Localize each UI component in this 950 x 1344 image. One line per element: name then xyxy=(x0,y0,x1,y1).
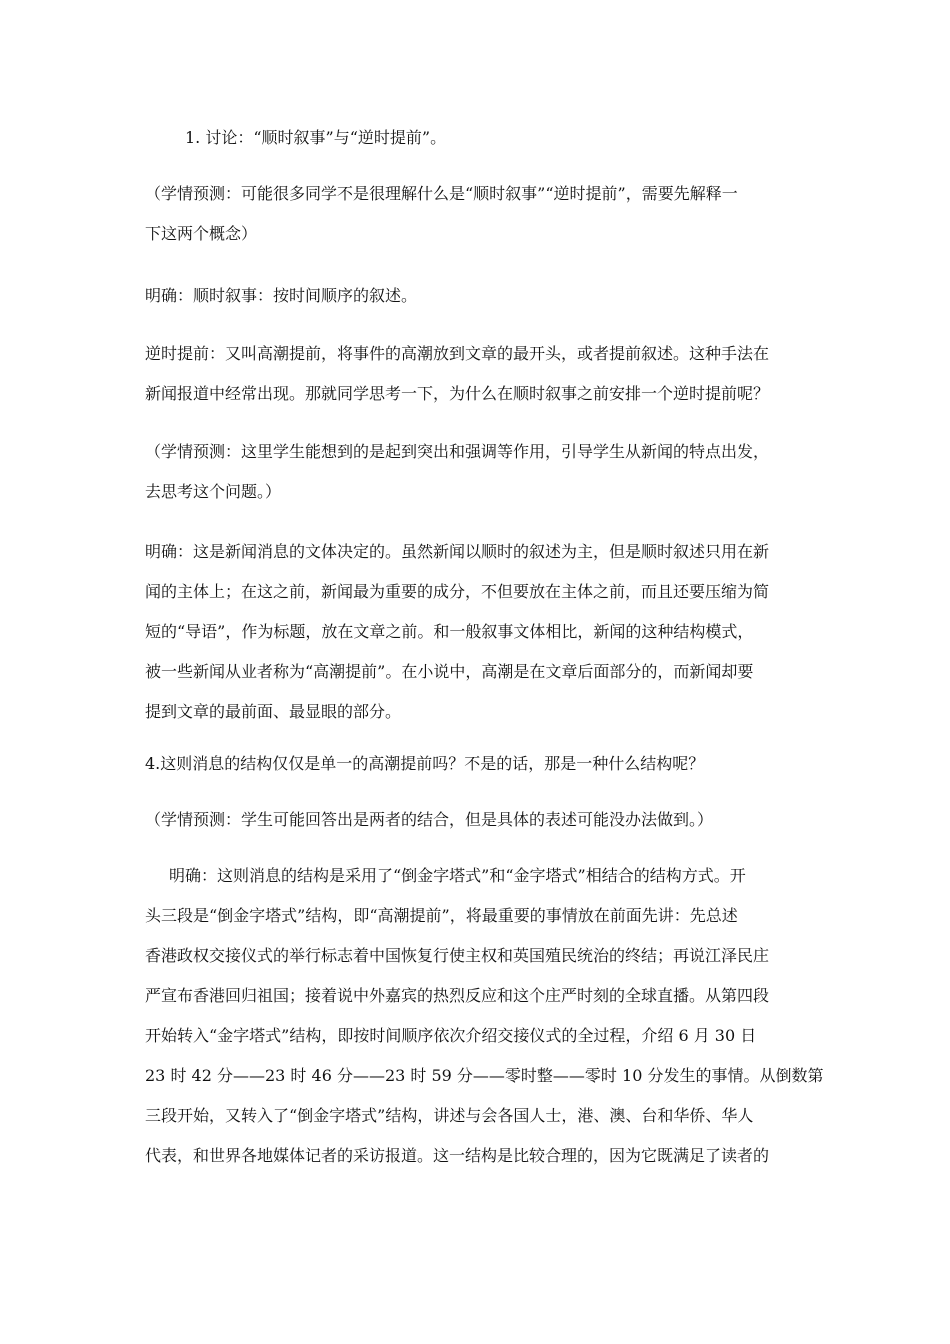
explanation-paragraph-2 xyxy=(145,856,824,1176)
text-line: 代表，和世界各地媒体记者的采访报道。这一结构是比较合理的，因为它既满足了读者的 xyxy=(145,1146,770,1165)
question-4 xyxy=(145,744,805,784)
text-line: 头三段是“倒金字塔式”结构，即“高潮提前”，将最重要的事情放在前面先讲：先总述 xyxy=(145,906,738,925)
text-line: 闻的主体上；在这之前，新闻最为重要的成分，不但要放在主体之前，而且还要压缩为简 xyxy=(145,582,770,601)
definition-paragraph-1 xyxy=(145,276,805,316)
definition-paragraph-2 xyxy=(145,334,805,414)
text-line: 明确：顺时叙事：按时间顺序的叙述。 xyxy=(145,286,418,305)
text-line: （学情预测：学生可能回答出是两者的结合，但是具体的表述可能没办法做到。） xyxy=(145,810,714,829)
text-line: 4.这则消息的结构仅仅是单一的高潮提前吗？不是的话，那是一种什么结构呢？ xyxy=(145,754,705,773)
text-line: 被一些新闻从业者称为“高潮提前”。在小说中，高潮是在文章后面部分的，而新闻却要 xyxy=(145,662,754,681)
text-line: 三段开始，又转入了“倒金字塔式”结构，讲述与会各国人士，港、澳、台和华侨、华人 xyxy=(145,1106,754,1125)
text-line: 严宣布香港回归祖国；接着说中外嘉宾的热烈反应和这个庄严时刻的全球直播。从第四段 xyxy=(145,986,770,1005)
text-line: （学情预测：这里学生能想到的是起到突出和强调等作用，引导学生从新闻的特点出发， xyxy=(145,442,770,461)
text-line: 提到文章的最前面、最显眼的部分。 xyxy=(145,702,402,721)
text-line: 去思考这个问题。） xyxy=(145,482,282,501)
prediction-note-2 xyxy=(145,432,805,512)
discussion-heading xyxy=(185,118,845,158)
text-line: 开始转入“金字塔式”结构，即按时间顺序依次介绍交接仪式的全过程，介绍 6 月 30 日 xyxy=(145,1026,757,1045)
prediction-note-3 xyxy=(145,800,805,840)
text-line: 23 时 42 分——23 时 46 分——23 时 59 分——零时整——零时 10 分发生的事情。从倒数第 xyxy=(145,1066,824,1085)
text-line: 明确：这则消息的结构是采用了“倒金字塔式”和“金字塔式”相结合的结构方式。开 xyxy=(169,866,746,885)
text-line: 逆时提前：又叫高潮提前，将事件的高潮放到文章的最开头，或者提前叙述。这种手法在 xyxy=(145,344,770,363)
text-line: 明确：这是新闻消息的文体决定的。虽然新闻以顺时的叙述为主，但是顺时叙述只用在新 xyxy=(145,542,770,561)
explanation-paragraph-1 xyxy=(145,532,805,732)
text-line: 新闻报道中经常出现。那就同学思考一下，为什么在顺时叙事之前安排一个逆时提前呢？ xyxy=(145,384,770,403)
text-line: 下这两个概念） xyxy=(145,224,258,243)
text-line: （学情预测：可能很多同学不是很理解什么是“顺时叙事”“逆时提前”，需要先解释一 xyxy=(145,184,738,203)
text-line: 短的“导语”，作为标题，放在文章之前。和一般叙事文体相比，新闻的这种结构模式， xyxy=(145,622,754,641)
prediction-note-1 xyxy=(145,174,805,254)
text-line: 1. 讨论：“顺时叙事”与“逆时提前”。 xyxy=(185,128,447,147)
text-line: 香港政权交接仪式的举行标志着中国恢复行使主权和英国殖民统治的终结；再说江泽民庄 xyxy=(145,946,770,965)
